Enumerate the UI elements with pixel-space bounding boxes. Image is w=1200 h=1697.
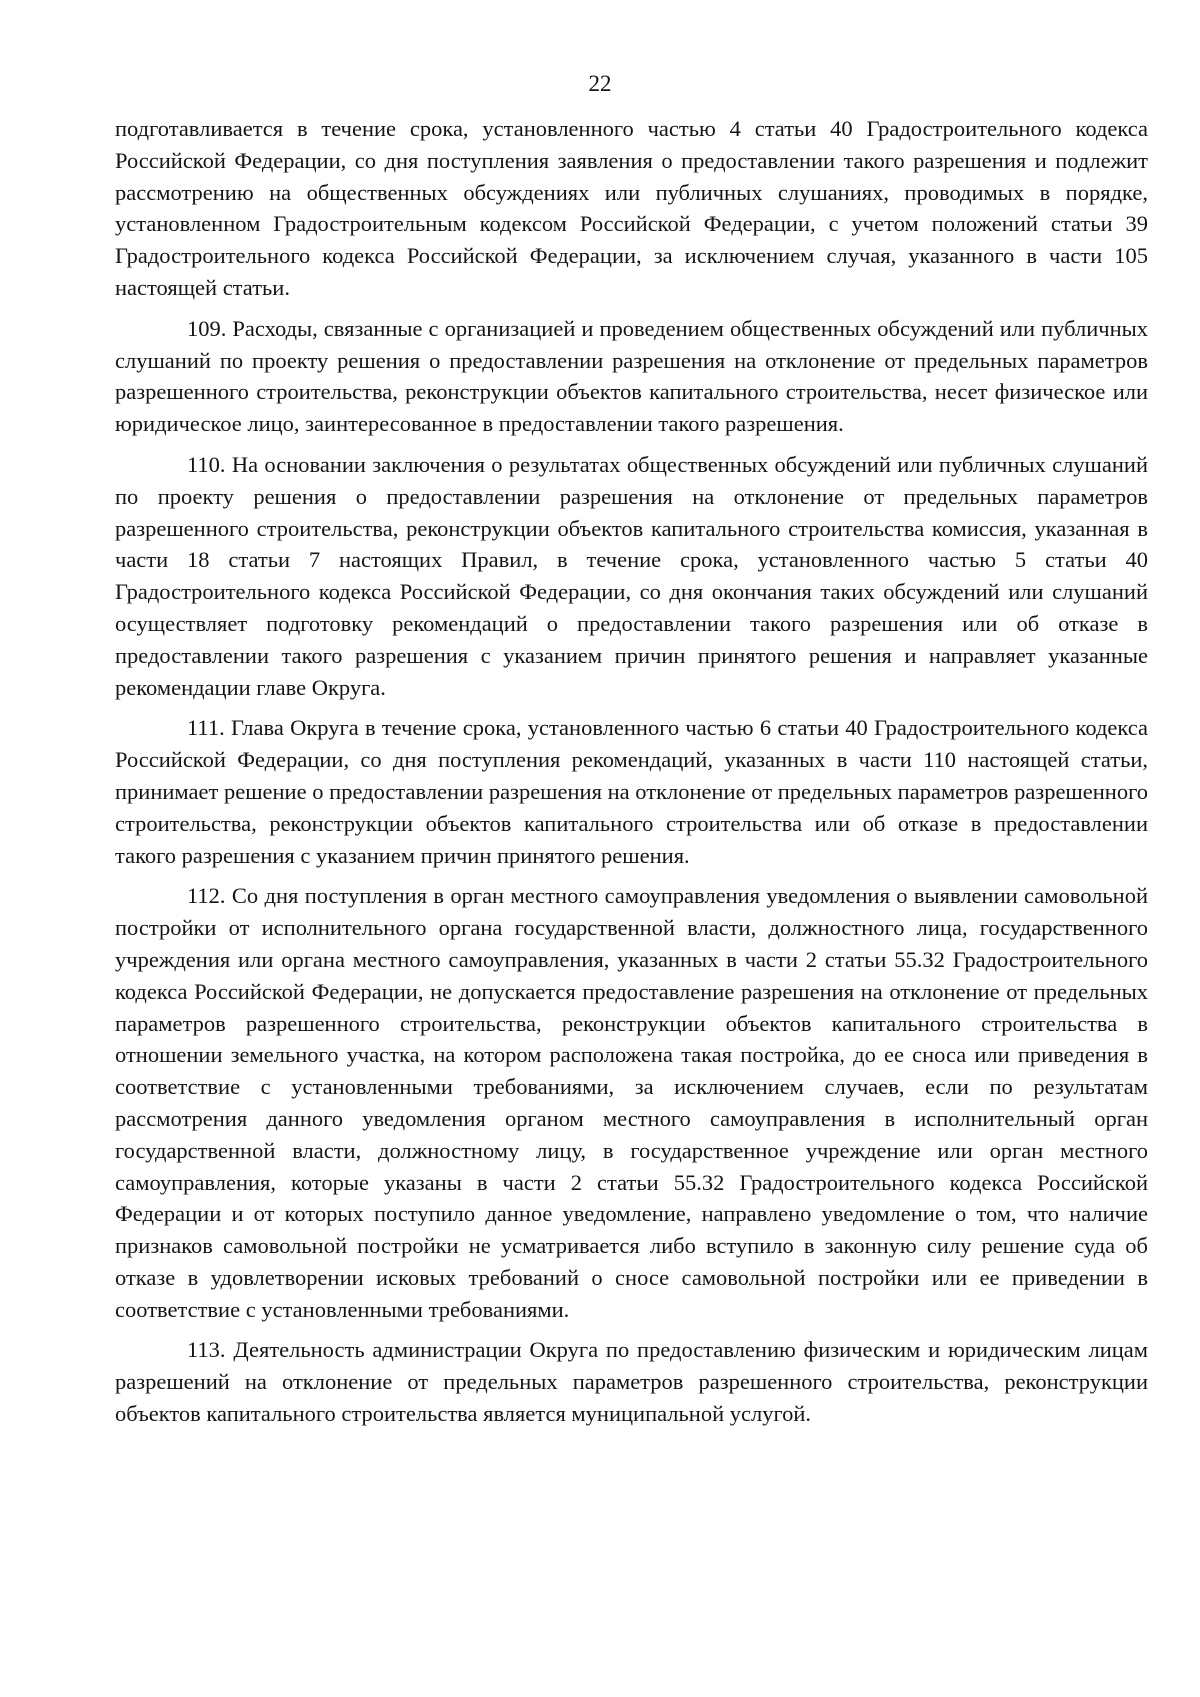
paragraph-113: 113. Деятельность администрации Округа по предоставлению физическим и юридическим лицам разрешений на отклонение от предельных параметров разрешенного строительства, реконструкции объектов капитального строительства является муниципальной услугой. bbox=[115, 1337, 1148, 1427]
paragraph-110: 110. На основании заключения о результатах общественных обсуждений или публичных слушаний по проекту решения о предоставлении разрешения на отклонение от предельных параметров разрешенного строительства, реконструкции объектов капитального строительства комиссия, указанная в части 18 статьи 7 настоящих Правил, в течение срока, установленного частью 5 статьи 40 Градостроительного кодекса Российской Федерации, со дня окончания таких обсуждений или слушаний осуществляет подготовку рекомендаций о предоставлении такого разрешения или об отказе в предоставлении такого разрешения с указанием причин принятого решения и направляет указанные рекомендации главе Округа. bbox=[115, 451, 1148, 700]
paragraph-111: 111. Глава Округа в течение срока, установленного частью 6 статьи 40 Градостроительного кодекса Российской Федерации, со дня поступления рекомендаций, указанных в части 110 настоящей статьи, принимает решение о предоставлении разрешения на отклонение от предельных параметров разрешенного строительства, реконструкции объектов капитального строительства или об отказе в предоставлении такого разрешения с указанием причин принятого решения. bbox=[115, 715, 1148, 868]
document-body bbox=[115, 113, 1148, 1439]
paragraph-continuation: подготавливается в течение срока, установленного частью 4 статьи 40 Градостроительного кодекса Российской Федерации, со дня поступления заявления о предоставлении такого разрешения и подлежит рассмотрению на общественных обсуждениях или публичных слушаниях, проводимых в порядке, установленном Градостроительным кодексом Российской Федерации, с учетом положений статьи 39 Градостроительного кодекса Российской Федерации, за исключением случая, указанного в части 105 настоящей статьи. bbox=[115, 116, 1148, 300]
paragraph-112: 112. Со дня поступления в орган местного самоуправления уведомления о выявлении самовольной постройки от исполнительного органа государственной власти, должностного лица, государственного учреждения или органа местного самоуправления, указанных в части 2 статьи 55.32 Градостроительного кодекса Российской Федерации, не допускается предоставление разрешения на отклонение от предельных параметров разрешенного строительства, реконструкции объектов капитального строительства в отношении земельного участка, на котором расположена такая постройка, до ее сноса или приведения в соответствие с установленными требованиями, за исключением случаев, если по результатам рассмотрения данного уведомления органом местного самоуправления в исполнительный орган государственной власти, должностному лицу, в государственное учреждение или орган местного самоуправления, которые указаны в части 2 статьи 55.32 Градостроительного кодекса Российской Федерации и от которых поступило данное уведомление, направлено уведомление о том, что наличие признаков самовольной постройки не усматривается либо вступило в законную силу решение суда об отказе в удовлетворении исковых требований о сносе самовольной постройки или ее приведении в соответствие с установленными требованиями. bbox=[115, 883, 1148, 1322]
paragraph-109: 109. Расходы, связанные с организацией и проведением общественных обсуждений или публичных слушаний по проекту решения о предоставлении разрешения на отклонение от предельных параметров разрешенного строительства, реконструкции объектов капитального строительства, несет физическое или юридическое лицо, заинтересованное в предоставлении такого разрешения. bbox=[115, 315, 1148, 437]
page-number: 22 bbox=[588, 71, 612, 96]
